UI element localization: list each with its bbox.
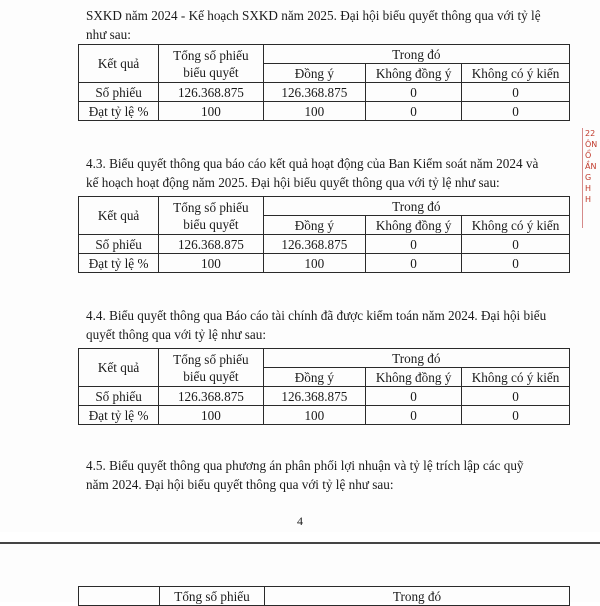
section-4-3-paragraph: 4.3. Biểu quyết thông qua báo cáo kết quả hoạt động của Ban Kiểm soát năm 2024 và kế hoạch hoạt động năm 2025. Đại hội biểu quyết thông qua với tỷ lệ như sau: [86,156,539,190]
header-trong-do: Trong đó [265,587,570,606]
section-4-5-paragraph: 4.5. Biểu quyết thông qua phương án phân phối lợi nhuận và tỷ lệ trích lập các quỹ năm 2024. Đại hội biểu quyết thông qua với tỷ lệ như sau: [86,458,524,492]
page-number: 4 [297,514,303,528]
document-page-5 [0,542,600,602]
header-dong-y: Đồng ý [263,368,365,387]
table-row: Số phiếu 126.368.875 126.368.875 0 0 [79,83,570,102]
header-trong-do: Trong đó [263,45,569,64]
header-tong-so-phieu: Tổng số phiếu biểu quyết [159,45,263,83]
intro-line-1: SXKD năm 2024 - Kế hoạch SXKD năm 2025. Đại hội biểu quyết thông qua với tỷ lệ [86,8,541,23]
header-khong-co-y-kien: Không có ý kiến [462,368,570,387]
header-ket-qua: Kết quả [79,45,159,83]
header-trong-do: Trong đó [263,349,569,368]
header-ket-qua: Kết quả [79,197,159,235]
header-khong-dong-y: Không đồng ý [366,216,462,235]
header-khong-dong-y: Không đồng ý [366,368,462,387]
table-row: Số phiếu 126.368.875 126.368.875 0 0 [79,235,570,254]
header-khong-co-y-kien: Không có ý kiến [462,64,570,83]
header-trong-do: Trong đó [263,197,569,216]
vote-table-4-5 [78,586,570,606]
header-tong-so-phieu: Tổng số phiếu [160,587,265,606]
page-gap [0,532,600,542]
vote-table-4-4 [78,348,570,425]
header-khong-dong-y: Không đồng ý [366,64,462,83]
table-row: Số phiếu 126.368.875 126.368.875 0 0 [79,387,570,406]
vote-table-4-2 [78,44,570,121]
header-khong-co-y-kien: Không có ý kiến [462,216,570,235]
table-row: Đạt tỷ lệ % 100 100 0 0 [79,102,570,121]
intro-line-2: như sau: [86,27,131,42]
table-row: Đạt tỷ lệ % 100 100 0 0 [79,406,570,425]
header-ket-qua: Kết quả [79,349,159,387]
seal-stamp-fragment: 22 ÔN Ổ ẦN G H H [582,128,597,228]
header-dong-y: Đồng ý [263,216,365,235]
vote-table-4-3 [78,196,570,273]
header-tong-so-phieu: Tổng số phiếu biểu quyết [159,349,263,387]
header-tong-so-phieu: Tổng số phiếu biểu quyết [159,197,263,235]
section-4-4-paragraph: 4.4. Biểu quyết thông qua Báo cáo tài chính đã được kiểm toán năm 2024. Đại hội biểu quyết thông qua với tỷ lệ như sau: [86,308,547,342]
table-row: Đạt tỷ lệ % 100 100 0 0 [79,254,570,273]
intro-paragraph [86,6,576,44]
header-dong-y: Đồng ý [263,64,365,83]
